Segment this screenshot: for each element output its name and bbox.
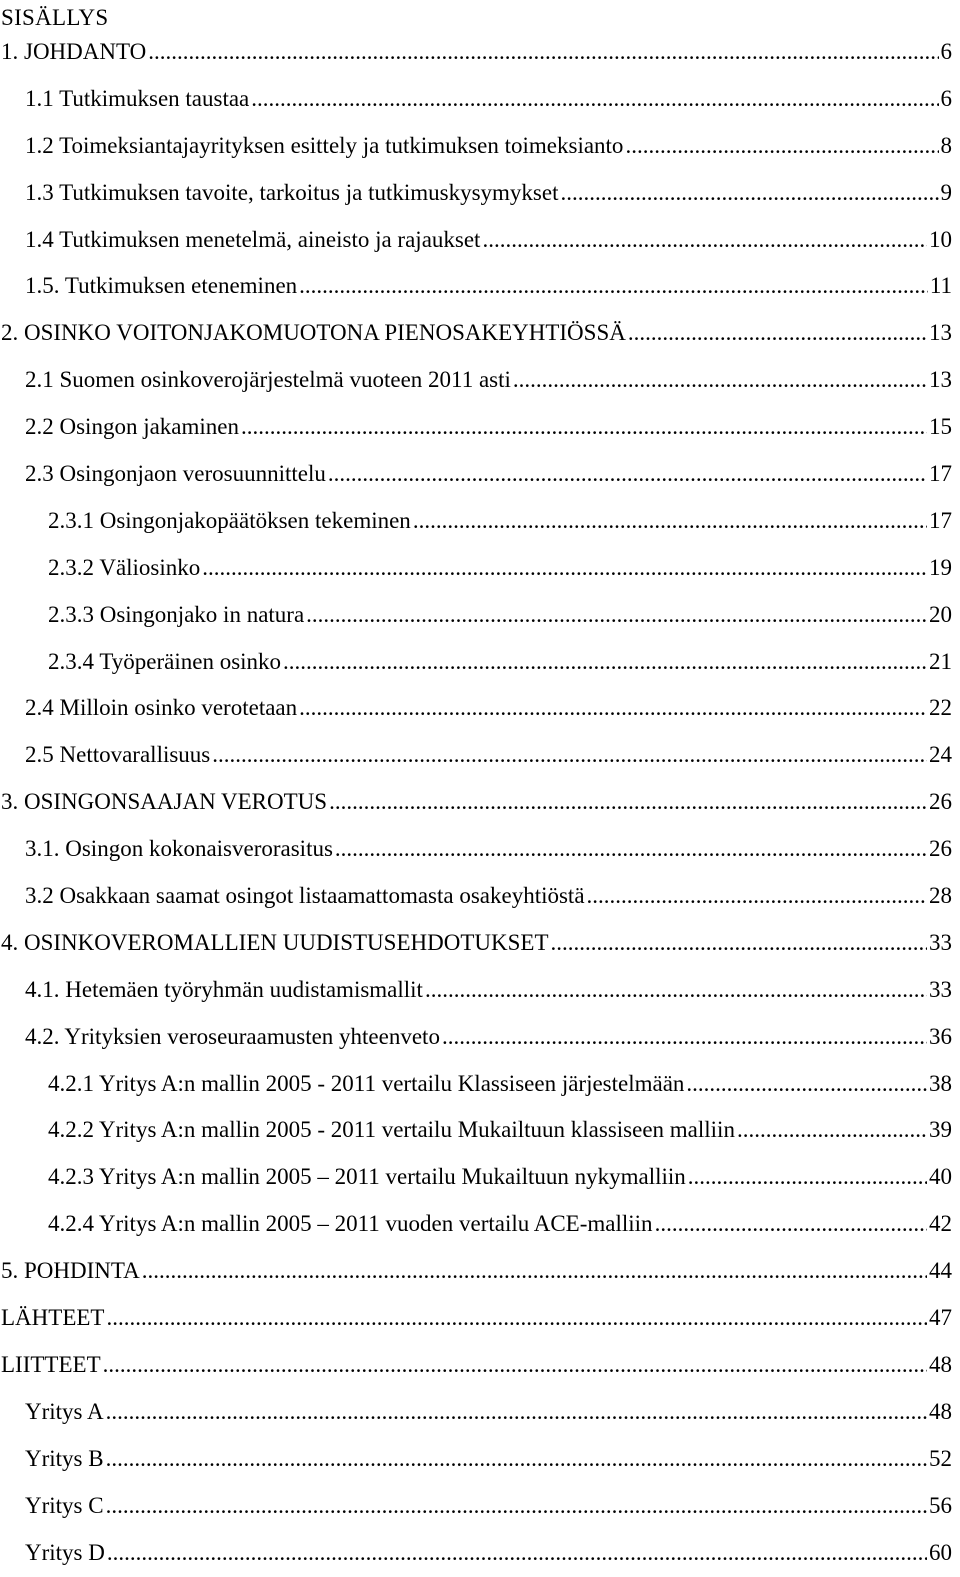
dot-leader	[655, 1200, 927, 1248]
dot-leader	[148, 28, 938, 76]
toc-entry-label: 2.3.2 Väliosinko	[48, 554, 201, 580]
toc-entry[interactable]	[0, 1294, 952, 1341]
toc-entry-label: 2.1 Suomen osinkoverojärjestelmä vuoteen 2011 asti	[25, 367, 511, 393]
toc-entry-label: 4.1. Hetemäen työryhmän uudistamismallit	[25, 976, 423, 1002]
dot-leader	[283, 638, 927, 686]
toc-entry[interactable]	[0, 497, 952, 544]
toc-entry-label: Yritys C	[25, 1492, 104, 1518]
toc-entry[interactable]	[0, 262, 952, 309]
toc-entry-page-number: 42	[929, 1211, 952, 1237]
toc-title: SISÄLLYS	[1, 5, 109, 30]
toc-entry-page-number: 60	[929, 1539, 952, 1565]
dot-leader	[625, 122, 938, 170]
toc-entry[interactable]	[0, 28, 952, 75]
toc-entry-label: 2.2 Osingon jakaminen	[25, 414, 239, 440]
toc-entry[interactable]	[0, 591, 952, 638]
toc-entry-page-number: 24	[929, 742, 952, 768]
toc-entry-label: LÄHTEET	[1, 1305, 105, 1331]
dot-leader	[142, 1247, 927, 1295]
toc-entry[interactable]	[0, 919, 952, 966]
toc-entry[interactable]	[0, 872, 952, 919]
toc-entry-label: 5. POHDINTA	[1, 1258, 140, 1284]
dot-leader	[413, 497, 927, 545]
toc-entry-page-number: 13	[929, 320, 952, 346]
dot-leader	[328, 450, 927, 498]
toc-entry-label: 2.3 Osingonjaon verosuunnittelu	[25, 461, 326, 487]
toc-entry[interactable]	[0, 356, 952, 403]
dot-leader	[306, 591, 927, 639]
toc-entry-label: 1.5. Tutkimuksen eteneminen	[25, 273, 298, 299]
toc-entry-page-number: 13	[929, 367, 952, 393]
toc-entry-page-number: 6	[940, 39, 952, 64]
toc-entry-page-number: 22	[929, 695, 952, 721]
toc-entry[interactable]	[0, 75, 952, 122]
toc-entry-label: 3. OSINGONSAAJAN VEROTUS	[1, 789, 328, 815]
dot-leader	[251, 75, 938, 123]
toc-entry[interactable]	[0, 216, 952, 263]
dot-leader	[560, 169, 938, 217]
toc-entry[interactable]	[0, 1388, 952, 1435]
toc-entry[interactable]	[0, 450, 952, 497]
toc-entry-page-number: 19	[929, 554, 952, 580]
dot-leader	[587, 872, 927, 920]
toc-entry[interactable]	[0, 1435, 952, 1482]
toc-entry[interactable]	[0, 684, 952, 731]
dot-leader	[299, 262, 928, 310]
dot-leader	[106, 1388, 927, 1436]
toc-entry-page-number: 44	[929, 1258, 952, 1284]
dot-leader	[513, 356, 927, 404]
dot-leader	[202, 544, 927, 592]
dot-leader	[628, 309, 927, 357]
toc-entry-page-number: 15	[929, 414, 952, 440]
toc-entry-label: 2.3.4 Työperäinen osinko	[48, 648, 282, 674]
dot-leader	[106, 1482, 927, 1530]
toc-entry-label: 2.5 Nettovarallisuus	[25, 742, 211, 768]
toc-entry-page-number: 17	[929, 461, 952, 487]
toc-entry-label: 2.3.3 Osingonjako in natura	[48, 601, 305, 627]
toc-entry-label: Yritys B	[25, 1445, 104, 1471]
toc-entry-page-number: 33	[929, 929, 952, 955]
dot-leader	[551, 919, 928, 967]
toc-entry-page-number: 20	[929, 601, 952, 627]
dot-leader	[442, 1013, 927, 1061]
toc-entry-label: 4.2.4 Yritys A:n mallin 2005 – 2011 vuoden vertailu ACE-malliin	[48, 1211, 653, 1237]
toc-entry-label: 4.2. Yrityksien veroseuraamusten yhteenveto	[25, 1023, 440, 1049]
toc-entry-label: LIITTEET	[1, 1351, 101, 1377]
toc-entry-page-number: 21	[929, 648, 952, 674]
toc-entry-label: 3.1. Osingon kokonaisverorasitus	[25, 836, 333, 862]
toc-entry-label: 2.4 Milloin osinko verotetaan	[25, 695, 298, 721]
dot-leader	[241, 403, 927, 451]
toc-entry-label: 1.2 Toimeksiantajayrityksen esittely ja tutkimuksen toimeksianto	[25, 132, 624, 158]
toc-entry-page-number: 52	[929, 1445, 952, 1471]
dot-leader	[425, 966, 927, 1014]
toc-entry[interactable]	[0, 778, 952, 825]
toc-entry[interactable]	[0, 403, 952, 450]
toc-entry-page-number: 47	[929, 1305, 952, 1331]
toc-entry-label: 4.2.2 Yritys A:n mallin 2005 - 2011 vertailu Mukailtuun klassiseen malliin	[48, 1117, 735, 1143]
toc-entry[interactable]	[0, 309, 952, 356]
dot-leader	[335, 825, 927, 873]
toc-entry[interactable]	[0, 122, 952, 169]
table-of-contents	[0, 28, 952, 1575]
toc-entry-label: 2.3.1 Osingonjakopäätöksen tekeminen	[48, 507, 411, 533]
dot-leader	[688, 1153, 927, 1201]
dot-leader	[329, 778, 927, 826]
toc-entry-label: 1.3 Tutkimuksen tavoite, tarkoitus ja tutkimuskysymykset	[25, 179, 559, 205]
toc-entry-page-number: 39	[929, 1117, 952, 1143]
toc-entry-page-number: 40	[929, 1164, 952, 1190]
toc-entry-label: 4. OSINKOVEROMALLIEN UUDISTUSEHDOTUKSET	[1, 929, 549, 955]
toc-entry-label: 4.2.3 Yritys A:n mallin 2005 – 2011 vertailu Mukailtuun nykymalliin	[48, 1164, 686, 1190]
toc-entry-page-number: 26	[929, 789, 952, 815]
toc-entry-label: Yritys D	[25, 1539, 105, 1565]
toc-entry-label: 3.2 Osakkaan saamat osingot listaamattomasta osakeyhtiöstä	[25, 883, 585, 909]
toc-entry-page-number: 11	[929, 273, 952, 299]
dot-leader	[482, 216, 927, 264]
toc-entry-page-number: 10	[929, 226, 952, 252]
toc-entry-label: 2. OSINKO VOITONJAKOMUOTONA PIENOSAKEYHTIÖSSÄ	[1, 320, 626, 346]
dot-leader	[107, 1529, 927, 1577]
toc-entry[interactable]	[0, 544, 952, 591]
toc-entry-label: Yritys A	[25, 1398, 104, 1424]
toc-entry[interactable]	[0, 1013, 952, 1060]
toc-entry-page-number: 17	[929, 507, 952, 533]
toc-entry-label: 1.1 Tutkimuksen taustaa	[25, 85, 250, 111]
toc-entry-label: 1. JOHDANTO	[1, 39, 147, 64]
toc-entry[interactable]	[0, 1153, 952, 1200]
dot-leader	[106, 1435, 927, 1483]
toc-entry-page-number: 36	[929, 1023, 952, 1049]
dot-leader	[103, 1341, 927, 1389]
dot-leader	[299, 684, 927, 732]
toc-entry[interactable]	[0, 1106, 952, 1153]
toc-entry-label: 4.2.1 Yritys A:n mallin 2005 - 2011 vertailu Klassiseen järjestelmään	[48, 1070, 685, 1096]
toc-entry-page-number: 48	[929, 1398, 952, 1424]
toc-entry-page-number: 38	[929, 1070, 952, 1096]
toc-entry[interactable]	[0, 731, 952, 778]
toc-entry-page-number: 48	[929, 1351, 952, 1377]
toc-entry[interactable]	[0, 169, 952, 216]
toc-entry-page-number: 9	[940, 179, 952, 205]
toc-entry-label: 1.4 Tutkimuksen menetelmä, aineisto ja rajaukset	[25, 226, 481, 252]
toc-entry[interactable]	[0, 1200, 952, 1247]
toc-entry[interactable]	[0, 1341, 952, 1388]
toc-entry-page-number: 56	[929, 1492, 952, 1518]
toc-entry[interactable]	[0, 1060, 952, 1107]
toc-entry[interactable]	[0, 1482, 952, 1529]
toc-entry-page-number: 28	[929, 883, 952, 909]
dot-leader	[686, 1060, 927, 1108]
toc-entry[interactable]	[0, 1529, 952, 1576]
toc-entry[interactable]	[0, 1247, 952, 1294]
toc-entry[interactable]	[0, 966, 952, 1013]
dot-leader	[737, 1106, 927, 1154]
toc-entry-page-number: 26	[929, 836, 952, 862]
dot-leader	[106, 1294, 927, 1342]
toc-entry-page-number: 6	[940, 85, 952, 111]
toc-entry-page-number: 8	[940, 132, 952, 158]
toc-entry-page-number: 33	[929, 976, 952, 1002]
toc-entry[interactable]	[0, 825, 952, 872]
toc-entry[interactable]	[0, 638, 952, 685]
dot-leader	[212, 731, 927, 779]
